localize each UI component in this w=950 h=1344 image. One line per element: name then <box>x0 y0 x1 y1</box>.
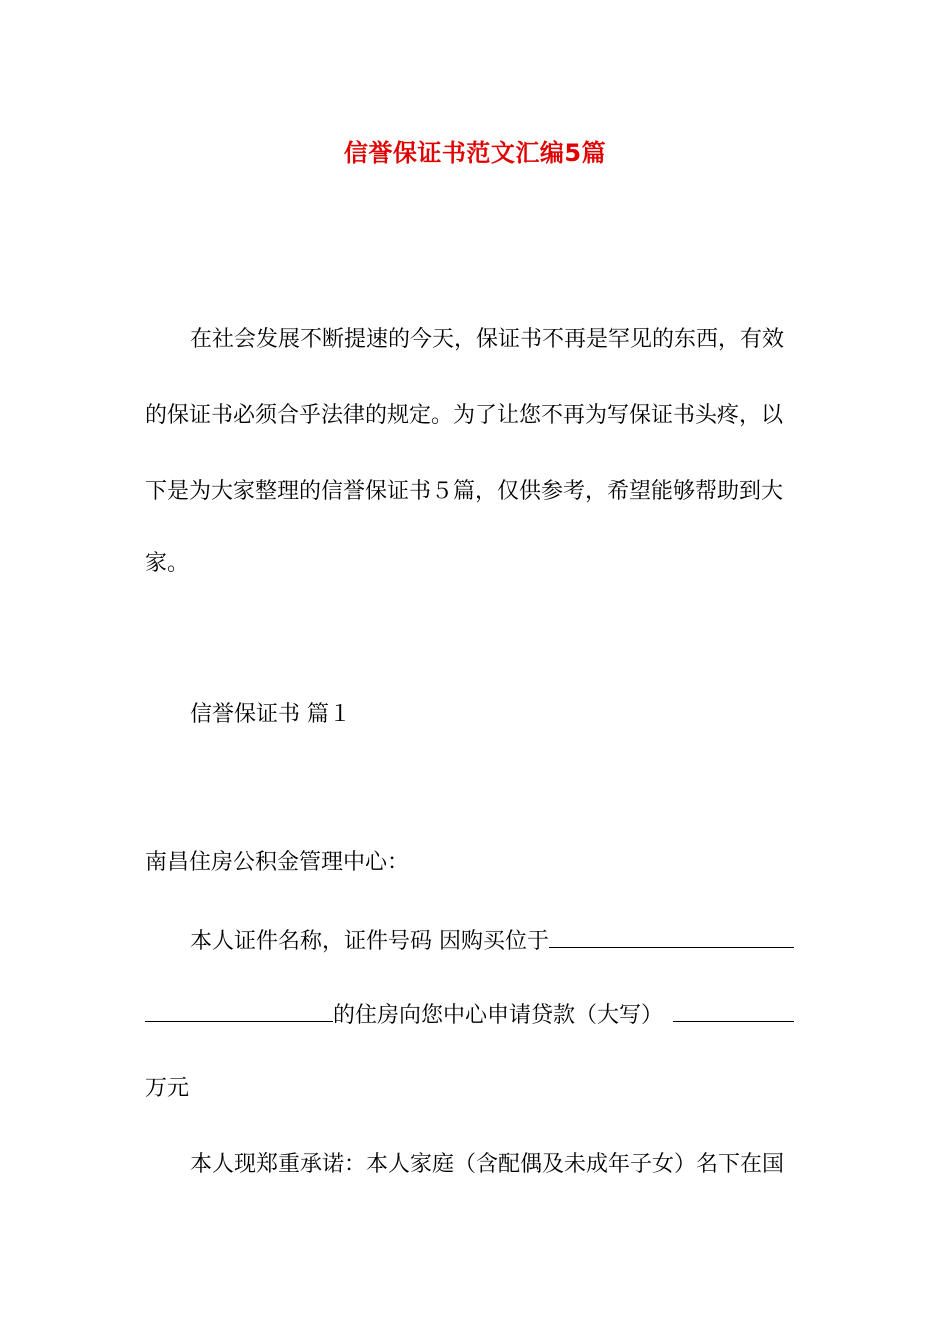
fill-blank-loan-amount[interactable] <box>673 997 794 1022</box>
body-line-1 <box>190 923 807 958</box>
fill-blank-address-continued[interactable] <box>145 997 333 1022</box>
body-line-1-text: 本人证件名称，证件号码 因购买位于 <box>190 929 549 954</box>
document-title: 信誉保证书范文汇编5篇 <box>343 139 607 167</box>
addressee: 南昌住房公积金管理中心： <box>145 850 410 875</box>
body-line-2 <box>145 997 807 1032</box>
intro-line-1: 在社会发展不断提速的今天，保证书不再是罕见的东西，有效 <box>190 327 785 352</box>
intro-line-4: 家。 <box>145 551 190 576</box>
body-line-2-text: 的住房向您中心申请贷款（大写） <box>333 1003 664 1028</box>
intro-line-3: 下是为大家整理的信誉保证书５篇，仅供参考，希望能够帮助到大 <box>145 479 784 504</box>
intro-line-2: 的保证书必须合乎法律的规定。为了让您不再为写保证书头疼，以 <box>145 403 784 428</box>
body-line-4: 本人现郑重承诺：本人家庭（含配偶及未成年子女）名下在国 <box>190 1152 785 1177</box>
body-line-3: 万元 <box>145 1076 190 1101</box>
section-heading: 信誉保证书 篇１ <box>190 702 351 727</box>
fill-blank-address[interactable] <box>549 923 794 948</box>
